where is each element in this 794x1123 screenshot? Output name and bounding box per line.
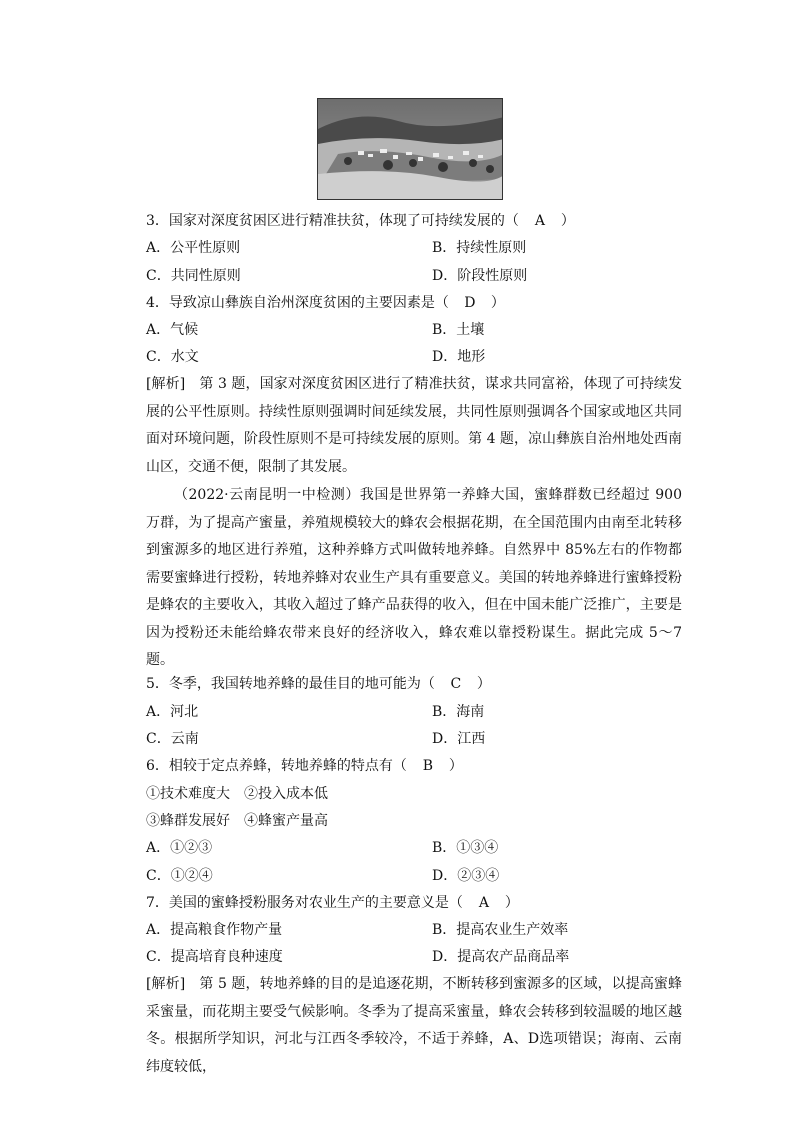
question-3-option-b: B．持续性原则: [432, 240, 527, 256]
question-5-option-b: B．海南: [432, 704, 485, 720]
question-7-option-c: C．提高培育良种速度: [146, 949, 283, 965]
question-5-close: ）: [462, 676, 491, 692]
question-4-option-a: A．气候: [146, 322, 199, 338]
question-3-stem: 3．国家对深度贫困区进行精准扶贫，体现了可持续发展的（: [146, 213, 533, 229]
question-3-close: ）: [546, 213, 575, 229]
question-4-stem: 4．导致凉山彝族自治州深度贫困的主要因素是（: [146, 295, 463, 311]
question-5-stem: 5．冬季，我国转地养蜂的最佳目的地可能为（: [146, 676, 449, 692]
question-7-option-b: B．提高农业生产效率: [432, 922, 569, 938]
question-6-items-2: ③蜂群发展好 ④蜂蜜产量高: [146, 813, 328, 829]
question-6-items-1: ①技术难度大 ②投入成本低: [146, 786, 328, 802]
question-3: [146, 211, 575, 231]
question-6: [146, 756, 463, 776]
landscape-photo-icon: [318, 99, 503, 200]
question-6-answer: B: [422, 758, 434, 774]
question-5-option-c: C．云南: [146, 731, 199, 747]
question-3-option-a: A．公平性原则: [146, 240, 241, 256]
question-4-option-d: D．地形: [432, 349, 486, 365]
question-3-answer: A: [534, 213, 545, 229]
question-6-option-a: A．①②③: [146, 840, 213, 856]
analysis-5-7: [解析] 第 5 题，转地养蜂的目的是追逐花期，不断转移到蜜源多的区域，以提高蜜蜂采蜜量，而花期主要受气候影响。冬季为了提高采蜜量，蜂农会转移到较温暖的地区越冬。根据所学知识，河北与江西冬季较冷，不适于养蜂，A、D选项错误；海南、云南纬度较低，: [146, 976, 682, 1075]
question-6-option-c: C．①②④: [146, 868, 213, 884]
question-6-option-d: D．②③④: [432, 868, 500, 884]
question-4-option-b: B．土壤: [432, 322, 485, 338]
question-6-close: ）: [434, 758, 463, 774]
question-3-option-d: D．阶段性原则: [432, 268, 528, 284]
question-3-option-c: C．共同性原则: [146, 268, 241, 284]
question-7-option-d: D．提高农产品商品率: [432, 949, 570, 965]
question-7-option-a: A．提高粮食作物产量: [146, 922, 283, 938]
question-7-answer: A: [478, 895, 489, 911]
question-6-option-b: B．①③④: [432, 840, 499, 856]
question-7-close: ）: [490, 895, 519, 911]
analysis-3-4: [解析] 第 3 题，国家对深度贫困区进行了精准扶贫，谋求共同富裕，体现了可持续发展的公平性原则。持续性原则强调时间延续发展，共同性原则强调各个国家或地区共同面对环境问题，阶段性原则不是可持续发展的原则。第 4 题，凉山彝族自治州地处西南山区，交通不便，限制了其发展。: [146, 376, 682, 475]
question-4: [146, 293, 505, 313]
question-5: [146, 674, 491, 694]
material-passage: （2022·云南昆明一中检测）我国是世界第一养蜂大国，蜜蜂群数已经超过 900 万群，为了提高产蜜量，养殖规模较大的蜂农会根据花期，在全国范围内由南至北转移到蜜源多的地区进行养殖，这种养蜂方式叫做转地养蜂。自然界中 85%左右的作物都需要蜜蜂进行授粉，转地养蜂对农业生产具有重要意义。美国的转地养蜂进行蜜蜂授粉是蜂农的主要收入，其收入超过了蜂产品获得的收入，但在中国未能广泛推广，主要是因为授粉还未能给蜂农带来良好的经济收入，蜂农难以靠授粉谋生。据此完成 5～7 题。: [146, 487, 682, 668]
question-7: [146, 893, 519, 913]
question-5-option-d: D．江西: [432, 731, 486, 747]
question-7-stem: 7．美国的蜜蜂授粉服务对农业生产的主要意义是（: [146, 895, 477, 911]
question-4-answer: D: [464, 295, 476, 311]
question-4-close: ）: [476, 295, 505, 311]
question-4-option-c: C．水文: [146, 349, 199, 365]
question-5-option-a: A．河北: [146, 704, 199, 720]
landscape-photo: [317, 98, 503, 200]
question-5-answer: C: [450, 676, 462, 692]
question-6-stem: 6．相较于定点养蜂，转地养蜂的特点有（: [146, 758, 421, 774]
